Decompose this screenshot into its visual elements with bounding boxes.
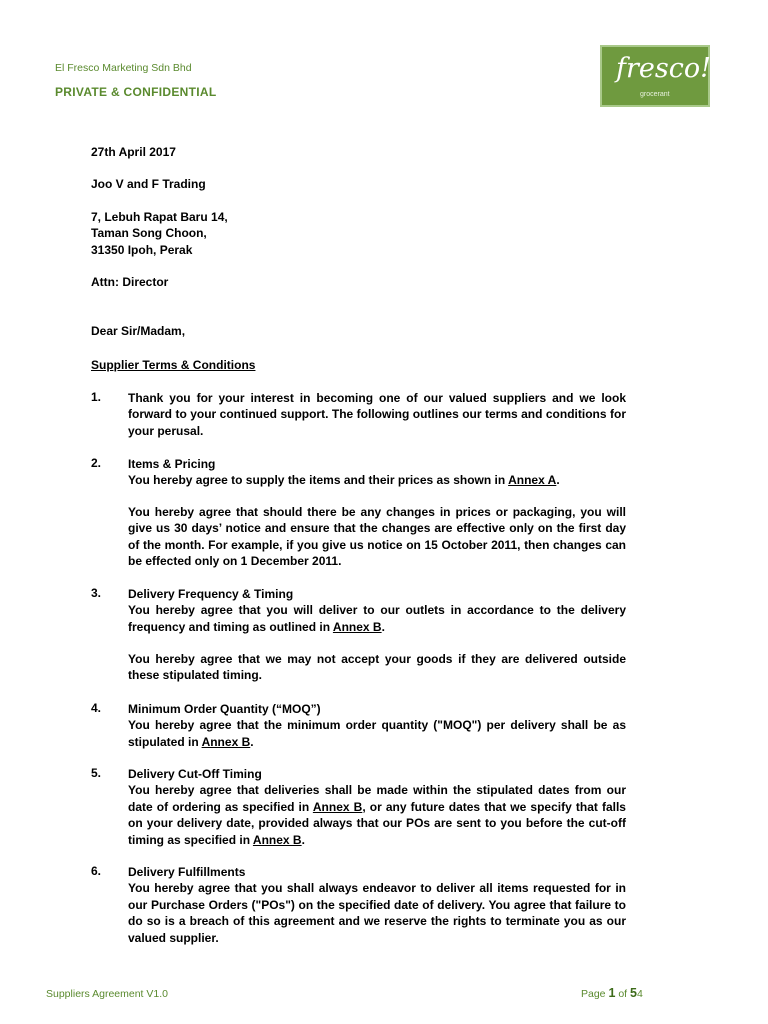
section-number: 3. bbox=[91, 586, 102, 600]
section-title: Minimum Order Quantity (“MOQ”) bbox=[128, 702, 321, 716]
recipient-name: Joo V and F Trading bbox=[91, 177, 206, 191]
address-line: 7, Lebuh Rapat Baru 14, bbox=[91, 210, 228, 224]
company-name: El Fresco Marketing Sdn Bhd bbox=[55, 62, 192, 74]
section-title: Delivery Cut-Off Timing bbox=[128, 767, 262, 781]
section-3 bbox=[128, 586, 626, 635]
section-4-paragraph-1: You hereby agree that the minimum order quantity ("MOQ") per delivery shall be as stipulated in Annex B. bbox=[128, 718, 626, 749]
annex-b-reference: Annex B bbox=[332, 619, 382, 634]
recipient-address bbox=[91, 209, 228, 258]
section-title: Delivery Fulfillments bbox=[128, 865, 246, 879]
letter-subject: Supplier Terms & Conditions bbox=[91, 358, 256, 372]
section-number: 2. bbox=[91, 456, 102, 470]
section-number: 6. bbox=[91, 864, 102, 878]
salutation: Dear Sir/Madam, bbox=[91, 324, 186, 338]
section-5-paragraph-1: You hereby agree that deliveries shall be made within the stipulated dates from our date of ordering as specified in Annex B, or any future dates that we specify that falls on your delivery date, provided always that our POs are sent to you before the cut-off timing as specified in Annex B. bbox=[128, 783, 626, 847]
address-line: Taman Song Choon, bbox=[91, 226, 207, 241]
address-line: 31350 Ipoh, Perak bbox=[91, 242, 193, 257]
footer-document-name: Suppliers Agreement V1.0 bbox=[46, 988, 168, 1000]
section-title: Items & Pricing bbox=[128, 457, 216, 471]
section-3-paragraph-2: You hereby agree that we may not accept your goods if they are delivered outside these stipulated timing. bbox=[128, 652, 626, 683]
section-1-text: Thank you for your interest in becoming one of our valued suppliers and we look forward to your continued support. The following outlines our terms and conditions for your perusal. bbox=[128, 391, 626, 438]
section-number: 1. bbox=[91, 390, 102, 404]
section-3-paragraph-1: You hereby agree that you will deliver to our outlets in accordance to the delivery frequency and timing as outlined in Annex B. bbox=[128, 603, 626, 634]
fresco-logo bbox=[600, 45, 710, 107]
section-title: Delivery Frequency & Timing bbox=[128, 587, 294, 601]
section-number: 5. bbox=[91, 766, 102, 780]
annex-b-reference: Annex B bbox=[312, 799, 363, 814]
section-number: 4. bbox=[91, 701, 102, 715]
section-6 bbox=[128, 864, 626, 946]
logo-tagline: grocerant bbox=[640, 91, 670, 98]
section-2-paragraph-2: You hereby agree that should there be any changes in prices or packaging, you will give us 30 days’ notice and ensure that the changes are effective only on the first day of the month. For example, if you give us notice on 15 October 2011, then changes can be effected only on 1 December 2011. bbox=[128, 505, 626, 569]
attention-line: Attn: Director bbox=[91, 275, 169, 289]
logo-wordmark: fresco! bbox=[616, 53, 711, 84]
section-6-paragraph-1: You hereby agree that you shall always endeavor to deliver all items requested for in our Purchase Orders ("POs") on the specified date of delivery. You agree that failure to do so is a breach of this agreement and we reserve the rights to terminate you as our valued supplier. bbox=[128, 881, 626, 945]
section-2 bbox=[128, 456, 626, 489]
page-number: Page 1 of 54 bbox=[581, 986, 643, 1000]
section-4 bbox=[128, 701, 626, 750]
annex-b-reference: Annex B bbox=[252, 832, 302, 847]
section-2-paragraph-1: You hereby agree to supply the items and their prices as shown in Annex A. bbox=[128, 473, 560, 488]
section-5 bbox=[128, 766, 626, 848]
annex-a-reference: Annex A bbox=[508, 473, 557, 488]
annex-b-reference: Annex B bbox=[201, 734, 251, 749]
confidential-label: PRIVATE & CONFIDENTIAL bbox=[55, 85, 217, 99]
letter-date: 27th April 2017 bbox=[91, 145, 176, 159]
